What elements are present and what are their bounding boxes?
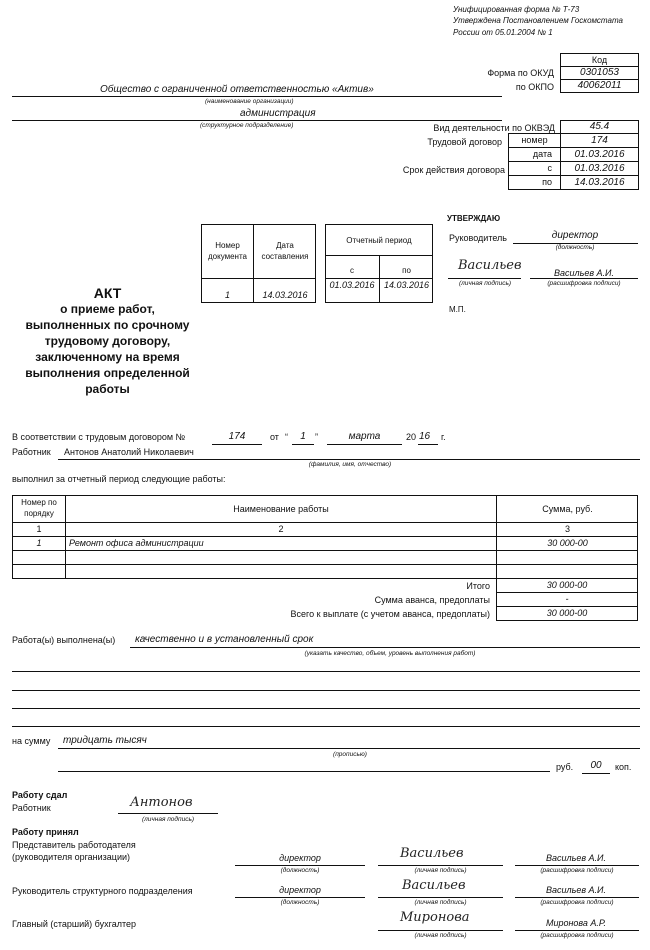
rep-label-2: (руководителя организации) xyxy=(12,852,131,862)
worker-caption: (фамилия, имя, отчество) xyxy=(308,461,392,468)
kod-header-cell: Код xyxy=(560,53,639,67)
approve-position-caption: (должность) xyxy=(555,244,595,251)
table-row-name: Ремонт офиса администрации xyxy=(69,538,204,548)
rep-decoding: Васильев А.И. xyxy=(546,853,606,863)
doc-date-value: 14.03.2016 xyxy=(262,290,308,300)
contract-year-prefix: 20 xyxy=(406,432,417,442)
period-header: Отчетный период xyxy=(346,236,412,245)
head-position-caption: (должность) xyxy=(280,899,320,906)
approve-decoding: Васильев А.И. xyxy=(554,268,614,278)
form-header-line2: Утверждена Постановлением Госкомстата xyxy=(453,16,623,25)
total-value: 30 000-00 xyxy=(546,580,588,590)
rep-signature: Васильев xyxy=(400,846,464,861)
acceptance-title: Работу принял xyxy=(12,827,79,837)
rep-position: директор xyxy=(279,853,321,863)
okud-value: 0301053 xyxy=(580,67,619,78)
table-row-sum: 30 000-00 xyxy=(547,538,588,548)
term-from-value: 01.03.2016 xyxy=(574,163,625,174)
okpo-cell xyxy=(560,79,639,93)
doc-number-header: Номер документа xyxy=(207,241,247,261)
organization-name: Общество с ограниченной ответственностью «Актив» xyxy=(100,84,374,95)
okved-value: 45.4 xyxy=(589,121,610,132)
col-header-number: Номер по порядку xyxy=(21,498,57,518)
approve-decoding-caption: (расшифровка подписи) xyxy=(547,280,621,287)
head-position: директор xyxy=(279,885,321,895)
term-label: Срок действия договора xyxy=(402,165,505,175)
okud-cell xyxy=(560,66,639,80)
payable-label: Всего к выплате (с учетом аванса, предоплаты) xyxy=(290,609,490,619)
quality-label: Работа(ы) выполнена(ы) xyxy=(12,635,116,645)
accountant-signature-caption: (личная подпись) xyxy=(414,932,467,939)
rep-signature-caption: (личная подпись) xyxy=(414,867,467,874)
period-to-label: по xyxy=(402,266,411,275)
contract-year-unit: г. xyxy=(441,432,446,442)
organization-caption: (наименование организации) xyxy=(205,98,294,105)
date-label-cell: дата xyxy=(508,147,561,162)
performed-label: выполнил за отчетный период следующие работы: xyxy=(12,474,226,484)
form-header-line1: Унифицированная форма № Т-73 xyxy=(453,5,580,14)
contract-from-word: от xyxy=(270,432,279,442)
head-signature-caption: (личная подпись) xyxy=(414,899,467,906)
number-label-cell: номер xyxy=(508,133,561,148)
accountant-decoding-caption: (расшифровка подписи) xyxy=(540,932,614,939)
contract-number-value: 174 xyxy=(591,135,608,146)
period-from-label: с xyxy=(350,266,354,275)
contract-date-value: 01.03.2016 xyxy=(574,149,625,160)
approve-title: УТВЕРЖДАЮ xyxy=(447,214,501,223)
contract-intro: В соответствии с трудовым договором № xyxy=(12,432,186,442)
handover-signature-caption: (личная подпись) xyxy=(141,816,195,823)
accountant-decoding: Миронова А.Р. xyxy=(545,918,607,928)
total-cell xyxy=(496,578,638,593)
approve-signature: Васильев xyxy=(458,258,522,273)
term-from-cell xyxy=(560,161,639,176)
advance-value: - xyxy=(565,594,569,604)
period-to-value: 14.03.2016 xyxy=(383,280,430,290)
col-number-1: 1 xyxy=(36,524,42,534)
head-decoding: Васильев А.И. xyxy=(546,885,606,895)
division-caption: (структурное подразделение) xyxy=(200,122,294,129)
contract-label: Трудовой договор xyxy=(427,137,502,147)
col-number-2: 2 xyxy=(278,524,284,534)
contract-month: марта xyxy=(348,431,381,442)
handover-worker-label: Работник xyxy=(12,803,51,813)
approve-signature-caption: (личная подпись) xyxy=(458,280,512,287)
approve-position: директор xyxy=(551,230,599,241)
period-from-value: 01.03.2016 xyxy=(329,280,375,290)
rep-decoding-caption: (расшифровка подписи) xyxy=(540,867,614,874)
quality-caption: (указать качество, объем, уровень выполнения работ) xyxy=(304,650,476,657)
amount-label: на сумму xyxy=(12,736,51,746)
contract-number: 174 xyxy=(228,431,246,442)
head-label: Руководитель структурного подразделения xyxy=(12,886,193,896)
doc-number-value: 1 xyxy=(224,290,230,300)
contract-date-cell xyxy=(560,147,639,162)
term-to-value: 14.03.2016 xyxy=(574,177,625,188)
doc-date-header: Дата составления xyxy=(261,241,309,261)
contract-number-cell xyxy=(560,133,639,148)
contract-year-suffix: 16 xyxy=(419,431,431,442)
okved-cell xyxy=(560,120,639,134)
accountant-signature: Миронова xyxy=(400,910,470,925)
form-header-line3: России от 05.01.2004 № 1 xyxy=(453,28,553,37)
approve-head-label: Руководитель xyxy=(449,233,507,243)
rep-label-1: Представитель работодателя xyxy=(12,840,136,850)
contract-day: 1 xyxy=(300,431,306,442)
col-header-sum: Сумма, руб. xyxy=(542,504,593,514)
payable-value: 30 000-00 xyxy=(546,608,588,618)
worker-name: Антонов Анатолий Николаевич xyxy=(64,447,194,457)
payable-cell xyxy=(496,606,638,621)
amount-words: тридцать тысяч xyxy=(63,735,147,746)
head-decoding-caption: (расшифровка подписи) xyxy=(540,899,614,906)
amount-caption: (прописью) xyxy=(333,751,367,758)
quality-value: качественно и в установленный срок xyxy=(135,634,314,645)
to-label-cell: по xyxy=(508,175,561,190)
rep-position-caption: (должность) xyxy=(280,867,320,874)
handover-signature: Антонов xyxy=(130,795,193,810)
kop-label: коп. xyxy=(615,762,632,772)
rub-label: руб. xyxy=(556,762,574,772)
act-title: АКТ о приеме работ, выполненных по срочному трудовому договору, заключенному на время выполнения определенной работы xyxy=(25,285,190,396)
mp-label: М.П. xyxy=(449,305,466,314)
total-label: Итого xyxy=(466,581,490,591)
worker-label: Работник xyxy=(12,447,51,457)
advance-cell xyxy=(496,592,638,607)
division-name: администрация xyxy=(240,108,316,119)
okved-label: Вид деятельности по ОКВЭД xyxy=(433,123,555,133)
okpo-value: 40062011 xyxy=(577,80,622,91)
handover-title: Работу сдал xyxy=(12,790,68,800)
kop-value: 00 xyxy=(590,760,602,771)
okpo-label: по ОКПО xyxy=(515,82,554,92)
head-signature: Васильев xyxy=(402,878,466,893)
term-to-cell xyxy=(560,175,639,190)
advance-label: Сумма аванса, предоплаты xyxy=(374,595,490,605)
accountant-label: Главный (старший) бухгалтер xyxy=(12,919,137,929)
col-header-name: Наименование работы xyxy=(233,504,329,514)
table-row-no: 1 xyxy=(36,538,42,548)
from-label-cell: с xyxy=(508,161,561,176)
col-number-3: 3 xyxy=(564,524,570,534)
okud-label: Форма по ОКУД xyxy=(487,68,554,78)
